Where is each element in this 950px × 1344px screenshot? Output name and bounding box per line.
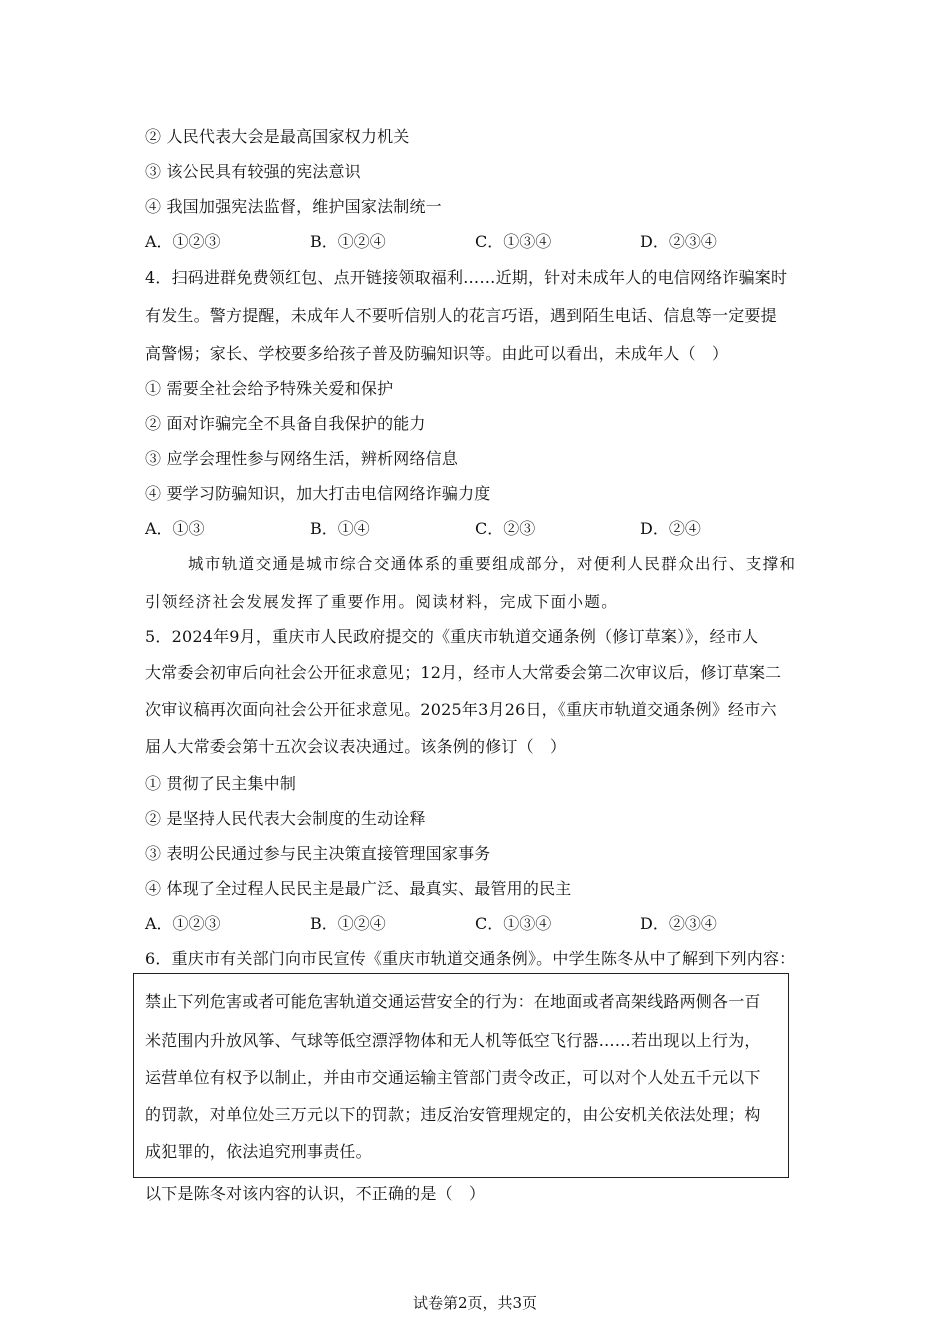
q4-item-2: ② 面对诈骗完全不具备自我保护的能力 (145, 414, 426, 433)
q6-box-line-5: 成犯罪的，依法追究刑事责任。 (145, 1142, 372, 1161)
q3-item-2: ② 人民代表大会是最高国家权力机关 (145, 127, 410, 146)
q3-options (145, 231, 785, 253)
q4-item-1: ① 需要全社会给予特殊关爱和保护 (145, 379, 394, 398)
q5-item-2: ② 是坚持人民代表大会制度的生动诠释 (145, 809, 426, 828)
q4-stem-line-3: 高警惕；家长、学校要多给孩子普及防骗知识等。由此可以看出，未成年人（ ） (145, 344, 729, 363)
q4-item-4: ④ 要学习防骗知识，加大打击电信网络诈骗力度 (145, 484, 491, 503)
q5-option-c[interactable]: C．①③④ (475, 914, 552, 933)
q4-option-b[interactable]: B．①④ (310, 519, 370, 538)
q3-option-a[interactable]: A．①②③ (145, 232, 221, 251)
q4-option-a[interactable]: A．①③ (145, 519, 205, 538)
q3-item-4: ④ 我国加强宪法监督，维护国家法制统一 (145, 197, 442, 216)
q3-option-c[interactable]: C．①③④ (475, 232, 552, 251)
q4-options (145, 518, 785, 540)
q6-stem: 6．重庆市有关部门向市民宣传《重庆市轨道交通条例》。中学生陈冬从中了解到下列内容： (145, 949, 796, 968)
material-line-1: 城市轨道交通是城市综合交通体系的重要组成部分，对便利人民群众出行、支撑和 (188, 555, 797, 573)
q4-option-c[interactable]: C．②③ (475, 519, 536, 538)
q6-question: 以下是陈冬对该内容的认识，不正确的是（ ） (145, 1184, 486, 1203)
q5-item-3: ③ 表明公民通过参与民主决策直接管理国家事务 (145, 844, 491, 863)
q5-option-a[interactable]: A．①②③ (145, 914, 221, 933)
q4-stem-line-2: 有发生。警方提醒，未成年人不要听信别人的花言巧语，遇到陌生电话、信息等一定要提 (145, 306, 777, 325)
q4-item-3: ③ 应学会理性参与网络生活，辨析网络信息 (145, 449, 459, 468)
q5-options (145, 913, 785, 935)
material-line-2: 引领经济社会发展发挥了重要作用。阅读材料，完成下面小题。 (145, 593, 619, 611)
q6-box-line-1: 禁止下列危害或者可能危害轨道交通运营安全的行为：在地面或者高架线路两侧各一百 (145, 992, 761, 1011)
q5-option-b[interactable]: B．①②④ (310, 914, 386, 933)
q6-box-line-4: 的罚款，对单位处三万元以下的罚款；违反治安管理规定的，由公安机关依法处理；构 (145, 1105, 761, 1124)
page-footer: 试卷第2页，共3页 (412, 1294, 538, 1312)
q5-option-d[interactable]: D．②③④ (640, 914, 717, 933)
q3-option-b[interactable]: B．①②④ (310, 232, 386, 251)
q5-stem-line-3: 次审议稿再次面向社会公开征求意见。2025年3月26日，《重庆市轨道交通条例》经市六 (145, 700, 777, 719)
q5-stem-line-1: 5．2024年9月，重庆市人民政府提交的《重庆市轨道交通条例（修订草案）》，经市人 (145, 627, 759, 646)
q4-option-d[interactable]: D．②④ (640, 519, 701, 538)
q3-option-d[interactable]: D．②③④ (640, 232, 717, 251)
q4-stem-line-1: 4．扫码进群免费领红包、点开链接领取福利……近期，针对未成年人的电信网络诈骗案时 (145, 268, 788, 287)
q6-box-line-2: 米范围内升放风筝、气球等低空漂浮物体和无人机等低空飞行器……若出现以上行为， (145, 1031, 761, 1050)
q3-item-3: ③ 该公民具有较强的宪法意识 (145, 162, 361, 181)
q5-stem-line-2: 大常委会初审后向社会公开征求意见；12月，经市人大常委会第二次审议后，修订草案二 (145, 663, 782, 682)
q5-item-1: ① 贯彻了民主集中制 (145, 774, 297, 793)
q5-item-4: ④ 体现了全过程人民民主是最广泛、最真实、最管用的民主 (145, 879, 572, 898)
q6-box-line-3: 运营单位有权予以制止，并由市交通运输主管部门责令改正，可以对个人处五千元以下 (145, 1068, 761, 1087)
q5-stem-line-4: 届人大常委会第十五次会议表决通过。该条例的修订（ ） (145, 737, 567, 756)
